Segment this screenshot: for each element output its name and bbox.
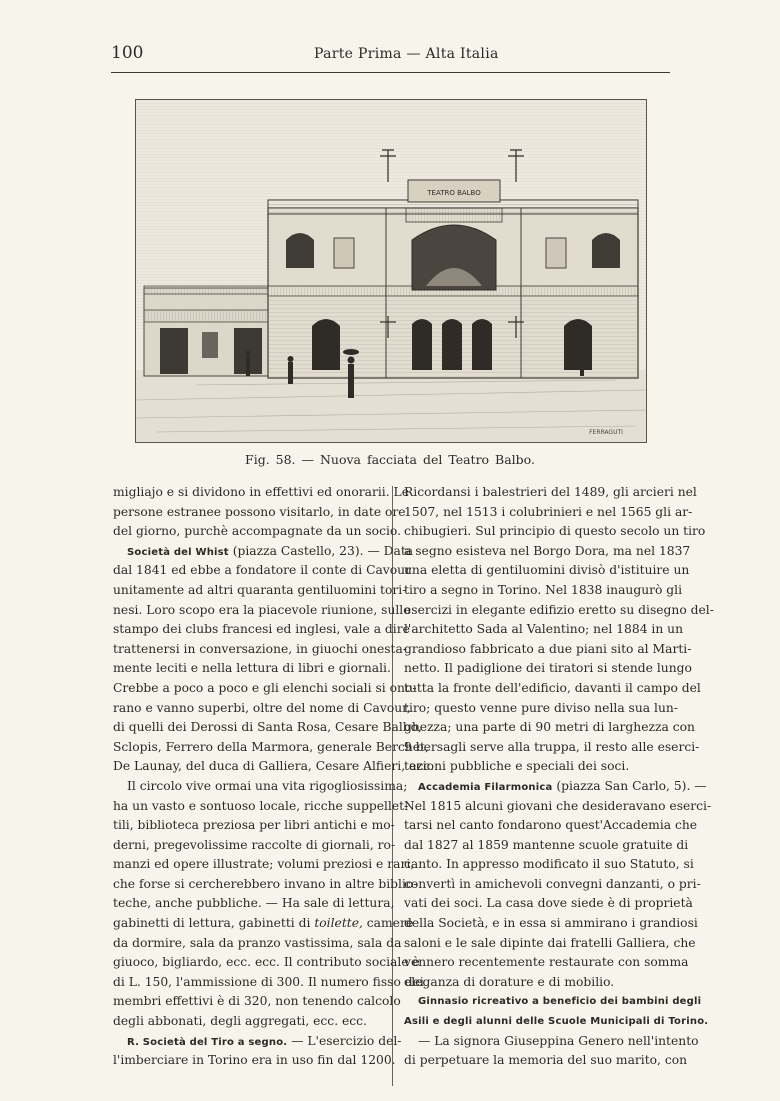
text-line: — La signora Giuseppina Genero nell'intento bbox=[418, 1033, 699, 1048]
text-span: — L'esercizio del- bbox=[287, 1033, 402, 1048]
text-line: Ricordansi i balestrieri del 1489, gli arcieri nel bbox=[404, 485, 697, 499]
text-line: Nel 1815 alcuni giovani che desideravano eserci- bbox=[404, 798, 712, 813]
italic-term: toilette, bbox=[314, 916, 363, 931]
text-line: eleganza di dorature e di mobilio. bbox=[404, 974, 615, 989]
section-heading: Accademia Filarmonica bbox=[418, 781, 553, 793]
text-line: vennero recentemente restaurate con somma bbox=[404, 955, 689, 970]
left-column bbox=[113, 483, 434, 1071]
header-rule bbox=[111, 72, 670, 73]
text-line: 1507, nel 1513 i colubrinieri e nel 1565 gli ar- bbox=[404, 504, 693, 519]
text-line: grandioso fabbricato a due piani sito al Marti- bbox=[404, 641, 692, 656]
text-line: dal 1841 ed ebbe a fondatore il conte di Cavour bbox=[113, 563, 411, 578]
right-column bbox=[404, 483, 714, 1071]
text-line: nesi. Loro scopo era la piacevole riunione, sullo bbox=[113, 602, 411, 617]
text-line: canto. In appresso modificato il suo Statuto, si bbox=[404, 857, 694, 872]
text-line: rano e vanno superbi, oltre del nome di Cavour, bbox=[113, 700, 411, 715]
text-line: dal 1827 al 1859 mantenne scuole gratuite di bbox=[404, 837, 689, 852]
text-line bbox=[113, 914, 414, 934]
text-line: tiro; questo venne pure diviso nella sua lun- bbox=[404, 700, 678, 715]
text-line: tiro a segno in Torino. Nel 1838 inaugurò gli bbox=[404, 582, 683, 597]
text-line: di perpetuare la memoria del suo marito, con bbox=[404, 1053, 688, 1068]
text-line: 9 bersagli serve alla truppa, il resto alle eserci- bbox=[404, 739, 700, 754]
text-line: chibugieri. Sul principio di questo secolo un tiro bbox=[404, 524, 706, 539]
text-line: a segno esisteva nel Borgo Dora, ma nel 1837 bbox=[404, 543, 691, 558]
text-line: teche, anche pubbliche. — Ha sale di lettura, bbox=[113, 896, 395, 911]
text-line: ghezza; una parte di 90 metri di larghezza con bbox=[404, 720, 695, 735]
section-heading-line bbox=[113, 1032, 402, 1052]
section-heading: Ginnasio ricreativo a beneficio dei bambini degli bbox=[418, 996, 702, 1008]
text-line: stampo dei clubs francesi ed inglesi, vale a dire bbox=[113, 622, 410, 637]
running-head: Parte Prima — Alta Italia bbox=[314, 46, 499, 62]
text-line: una eletta di gentiluomini divisò d'istituire un bbox=[404, 563, 690, 578]
text-line: giuoco, bigliardo, ecc. ecc. Il contributo sociale è bbox=[113, 955, 420, 970]
text-line: esercizi in elegante edifizio eretto su disegno del- bbox=[404, 602, 714, 617]
text-line: saloni e le sale dipinte dai fratelli Galliera, che bbox=[404, 935, 696, 950]
text-line: Sclopis, Ferrero della Marmora, generale Berchet, bbox=[113, 739, 429, 754]
text-line: Il circolo vive ormai una vita rigogliosissima; bbox=[127, 778, 408, 793]
text-line: mente leciti e nella lettura di libri e giornali. bbox=[113, 661, 391, 676]
engraver-signature: FERRAGUTI bbox=[589, 429, 623, 436]
text-span: (piazza Castello, 23). — Data bbox=[228, 543, 414, 558]
figure-engraving bbox=[135, 99, 647, 443]
text-span: camere bbox=[362, 916, 414, 931]
text-line: Crebbe a poco a poco e gli elenchi sociali si ono- bbox=[113, 680, 417, 695]
text-line: ha un vasto e sontuoso locale, ricche suppellet- bbox=[113, 798, 409, 813]
text-line: migliajo e si dividono in effettivi ed onorarii. Le bbox=[113, 485, 409, 499]
text-line: degli abbonati, degli aggregati, ecc. ecc. bbox=[113, 1014, 367, 1029]
text-span: (piazza San Carlo, 5). — bbox=[552, 778, 707, 793]
text-line: del giorno, purchè accompagnate da un socio. bbox=[113, 524, 401, 539]
text-line: tili, biblioteca preziosa per libri antichi e mo- bbox=[113, 818, 395, 833]
section-heading-line bbox=[113, 542, 414, 562]
text-line: derni, pregevolissime raccolte di giornali, ro- bbox=[113, 837, 396, 852]
text-line: l'architetto Sada al Valentino; nel 1884 in un bbox=[404, 622, 684, 637]
left-wing bbox=[144, 286, 270, 376]
theatre-facade-illustration bbox=[136, 100, 646, 442]
section-heading-line bbox=[404, 777, 707, 797]
text-line: da dormire, sala da pranzo vastissima, sala da bbox=[113, 935, 402, 950]
page-number: 100 bbox=[111, 43, 144, 63]
text-span: gabinetti di lettura, gabinetti di bbox=[113, 916, 315, 931]
text-line: membri effettivi è di 320, non tenendo calcolo bbox=[113, 994, 401, 1009]
text-line: manzi ed opere illustrate; volumi preziosi e rari, bbox=[113, 857, 415, 872]
figure-caption: Fig. 58. — Nuova facciata del Teatro Balbo. bbox=[245, 452, 535, 467]
section-heading: R. Società del Tiro a segno. bbox=[127, 1036, 288, 1048]
text-line: tarsi nel canto fondarono quest'Accademia che bbox=[404, 818, 698, 833]
text-line: che forse si cercherebbero invano in altre biblio- bbox=[113, 876, 418, 891]
section-heading: Asili e degli alunni delle Scuole Municipali di Torino. bbox=[404, 1016, 709, 1028]
text-line: De Launay, del duca di Galliera, Cesare Alfieri, ecc. bbox=[113, 759, 434, 774]
text-line: tutta la fronte dell'edificio, davanti il campo del bbox=[404, 680, 701, 695]
text-line: unitamente ad altri quaranta gentiluomini tori- bbox=[113, 582, 407, 597]
text-line: di quelli dei Derossi di Santa Rosa, Cesare Balbo, bbox=[113, 720, 422, 735]
theatre-sign: TEATRO BALBO bbox=[427, 189, 481, 197]
section-heading: Società del Whist bbox=[127, 546, 229, 558]
text-line: tazioni pubbliche e speciali dei soci. bbox=[404, 759, 630, 774]
text-line: convertì in amichevoli convegni danzanti, o pri- bbox=[404, 876, 701, 891]
text-line: netto. Il padiglione dei tiratori si stende lungo bbox=[404, 661, 692, 676]
text-line: di L. 150, l'ammissione di 300. Il numero fisso dei bbox=[113, 974, 424, 989]
text-line: della Società, e in essa si ammirano i grandiosi bbox=[404, 916, 698, 931]
text-line: vati dei soci. La casa dove siede è di proprietà bbox=[404, 896, 693, 911]
text-line: trattenersi in conversazione, in giuochi onesta- bbox=[113, 641, 407, 656]
text-line: l'imberciare in Torino era in uso fin dal 1200. bbox=[113, 1053, 396, 1068]
text-line: persone estranee possono visitarlo, in date ore bbox=[113, 504, 406, 519]
